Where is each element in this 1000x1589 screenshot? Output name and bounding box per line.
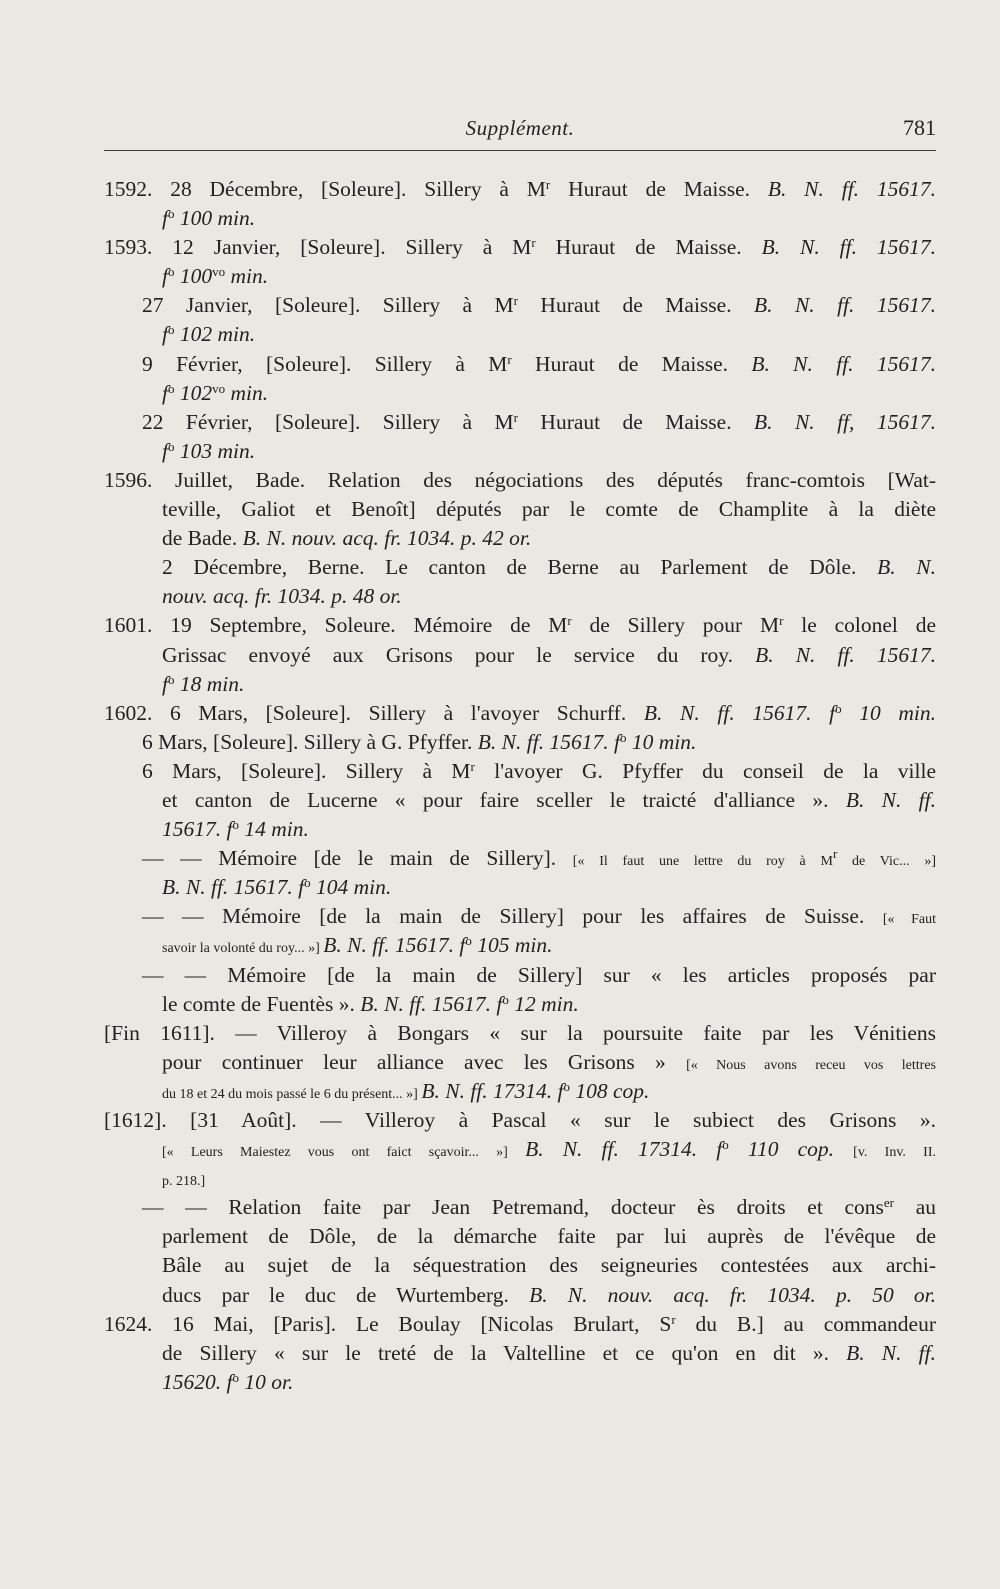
citation-text: 10 min.: [626, 729, 697, 754]
incipit-note: [« Il faut une lettre du roy à M: [572, 854, 833, 870]
text-line: [104, 437, 936, 466]
line-text: Huraut de Maisse.: [517, 293, 755, 318]
citation-text: B. N. ff. 15617. f: [360, 991, 503, 1016]
text-line: [104, 1193, 936, 1222]
citation-text: 14 min.: [238, 817, 309, 842]
line-text: 6 Mars, [Soleure]. Sillery à G. Pfyffer.: [142, 729, 478, 754]
citation-text: B. N. ff. 17314. f: [525, 1137, 723, 1162]
line-text: ducs par le duc de Wurtemberg.: [162, 1282, 530, 1307]
superscript: o: [167, 438, 175, 454]
text-line: [104, 699, 936, 728]
citation-text: B. N. ff.: [845, 787, 936, 812]
line-text: le comte de Fuentès ».: [162, 991, 361, 1016]
citation-text: B. N.: [877, 555, 936, 580]
line-text: Bâle au sujet de la séquestration des seigneuries contestées aux archi-: [162, 1253, 936, 1278]
superscript: o: [835, 700, 842, 716]
citation-text: 100: [174, 264, 213, 289]
incipit-note: savoir la volonté du roy... »]: [162, 941, 324, 957]
document-body: [104, 175, 936, 1397]
text-line: [104, 728, 936, 757]
citation-text: 110 cop.: [728, 1137, 854, 1162]
line-text: teville, Galiot et Benoît] députés par le comte de Champlite à la diète: [162, 497, 936, 522]
text-line: [104, 1164, 936, 1193]
incipit-note: [« Leurs Maiestez vous ont faict sçavoir... »]: [162, 1145, 526, 1161]
line-text: de Sillery pour M: [571, 613, 780, 638]
citation-text: 15620. f: [162, 1369, 233, 1394]
text-line: [104, 1135, 936, 1164]
line-text: l'avoyer G. Pfyffer du conseil de la ville: [474, 758, 936, 783]
line-text: de Sillery « sur le treté de la Valtelline et ce qu'on en dit ».: [162, 1340, 847, 1365]
incipit-note: [« Nous avons receu vos lettres: [686, 1057, 936, 1073]
incipit-note: p. 218.]: [162, 1174, 206, 1190]
text-line: [104, 233, 936, 262]
line-text: Huraut de Maisse.: [535, 235, 762, 260]
superscript: r: [779, 613, 784, 629]
superscript: o: [232, 1369, 239, 1385]
text-line: [104, 553, 936, 582]
citation-text: B. N. ff. 15617.: [754, 293, 936, 318]
running-title: Supplément.: [465, 116, 575, 140]
line-text: 9 Février, [Soleure]. Sillery à M: [142, 351, 508, 376]
text-line: [104, 1077, 936, 1106]
line-text: 1601. 19 Septembre, Soleure. Mémoire de M: [104, 613, 568, 638]
citation-text: B. N. ff. 15617. f: [323, 933, 466, 958]
text-line: [104, 844, 936, 873]
superscript: o: [167, 380, 175, 396]
line-text: 1624. 16 Mai, [Paris]. Le Boulay [Nicolas Brulart, S: [104, 1311, 672, 1336]
line-text: — — Relation faite par Jean Petremand, docteur ès droits et cons: [142, 1195, 884, 1220]
superscript: o: [722, 1137, 729, 1153]
header-rule: [104, 150, 936, 151]
text-line: [104, 641, 936, 670]
line-text: [1612]. [31 Août]. — Villeroy à Pascal « sur le subiect des Grisons ».: [104, 1108, 936, 1132]
citation-text: 100 min.: [174, 206, 256, 231]
text-line: [104, 1106, 936, 1135]
citation-text: B. N. ff. 15617.: [755, 642, 936, 667]
citation-text: B. N. nouv. acq. fr. 1034. p. 50 or.: [529, 1282, 936, 1307]
line-text: de Bade.: [162, 526, 243, 551]
text-line: [104, 1251, 936, 1280]
superscript: r: [671, 1311, 676, 1327]
line-text: 1592. 28 Décembre, [Soleure]. Sillery à M: [104, 177, 546, 201]
text-line: [104, 873, 936, 902]
citation-text: B. N. ff. 15617.: [767, 177, 936, 201]
citation-text: min.: [225, 380, 269, 405]
line-text: pour continuer leur alliance avec les Grisons »: [162, 1049, 687, 1074]
line-text: 27 Janvier, [Soleure]. Sillery à M: [142, 293, 514, 318]
line-text: du B.] au commandeur: [675, 1311, 936, 1336]
line-text: 6 Mars, [Soleure]. Sillery à M: [142, 758, 471, 783]
line-text: Huraut de Maisse.: [517, 409, 755, 434]
superscript: o: [167, 264, 175, 280]
superscript: r: [531, 235, 536, 251]
text-line: [104, 379, 936, 408]
line-text: Grissac envoyé aux Grisons pour le service du roy.: [162, 642, 756, 667]
line-text: 1593. 12 Janvier, [Soleure]. Sillery à M: [104, 235, 532, 260]
incipit-note: [« Faut: [882, 912, 936, 928]
text-line: [104, 524, 936, 553]
text-line: [104, 1048, 936, 1077]
text-line: [104, 350, 936, 379]
text-line: [104, 961, 936, 990]
citation-text: 104 min.: [310, 875, 392, 900]
line-text: Huraut de Maisse.: [550, 177, 768, 201]
superscript: o: [167, 322, 175, 338]
citation-text: B. N. ff. 17314. f: [421, 1078, 564, 1103]
line-text: Huraut de Maisse.: [511, 351, 752, 376]
line-text: 22 Février, [Soleure]. Sillery à M: [142, 409, 514, 434]
citation-text: B. N. ff. 15617. f: [643, 700, 836, 725]
text-line: [104, 495, 936, 524]
citation-text: f: [162, 322, 168, 347]
superscript: o: [304, 875, 311, 891]
text-line: [104, 175, 936, 204]
text-line: [104, 582, 936, 611]
text-line: [104, 815, 936, 844]
citation-text: B. N. ff. 15617.: [761, 235, 936, 260]
text-line: [104, 1019, 936, 1048]
superscript: vo: [212, 380, 226, 396]
line-text: parlement de Dôle, de la démarche faite par lui auprès de l'évêque de: [162, 1224, 936, 1249]
superscript: vo: [212, 264, 226, 280]
line-text: 2 Décembre, Berne. Le canton de Berne au Parlement de Dôle.: [162, 555, 878, 580]
text-line: [104, 757, 936, 786]
page-number: 781: [903, 115, 936, 140]
citation-text: 12 min.: [508, 991, 579, 1016]
citation-text: min.: [225, 264, 269, 289]
text-line: [104, 1339, 936, 1368]
superscript: r: [567, 613, 572, 629]
text-line: [104, 611, 936, 640]
citation-text: nouv. acq. fr. 1034. p. 48 or.: [162, 584, 402, 609]
superscript: r: [832, 846, 838, 862]
line-text: au: [894, 1195, 936, 1220]
superscript: o: [465, 933, 472, 949]
text-line: [104, 262, 936, 291]
citation-text: 102 min.: [174, 322, 256, 347]
text-line: [104, 1281, 936, 1310]
text-line: [104, 466, 936, 495]
citation-text: 102: [174, 380, 213, 405]
superscript: o: [502, 991, 509, 1007]
superscript: r: [545, 177, 551, 192]
citation-text: 15617. f: [162, 817, 233, 842]
line-text: — — Mémoire [de la main de Sillery] pour les affaires de Suisse.: [142, 904, 883, 929]
line-text: 1596. Juillet, Bade. Relation des négociations des députés franc-comtois [Wat-: [104, 467, 936, 492]
citation-text: 105 min.: [471, 933, 553, 958]
incipit-note: de Vic... »]: [837, 854, 936, 870]
citation-text: f: [162, 380, 168, 405]
superscript: r: [507, 351, 512, 367]
text-line: [104, 670, 936, 699]
text-line: [104, 786, 936, 815]
line-text: — — Mémoire [de la main de Sillery] sur « les articles proposés par: [142, 962, 936, 987]
text-line: [104, 1310, 936, 1339]
text-line: [104, 204, 936, 233]
text-line: [104, 1368, 936, 1397]
citation-text: f: [162, 438, 168, 463]
running-header: [104, 116, 936, 146]
citation-text: 108 cop.: [570, 1078, 650, 1103]
citation-text: B. N. ff, 15617.: [754, 409, 936, 434]
superscript: er: [883, 1195, 895, 1211]
text-line: [104, 902, 936, 931]
citation-text: f: [162, 264, 168, 289]
citation-text: f: [162, 206, 168, 231]
text-line: [104, 408, 936, 437]
citation-text: 18 min.: [174, 671, 245, 696]
superscript: o: [563, 1078, 571, 1094]
citation-text: 10 min.: [841, 700, 936, 725]
incipit-note: [v. Inv. II.: [853, 1145, 936, 1161]
text-line: [104, 1222, 936, 1251]
text-line: [104, 320, 936, 349]
citation-text: f: [162, 671, 168, 696]
text-line: [104, 990, 936, 1019]
superscript: o: [167, 671, 175, 687]
incipit-note: du 18 et 24 du mois passé le 6 du présent... »]: [162, 1086, 422, 1102]
superscript: o: [619, 729, 627, 745]
superscript: o: [232, 817, 239, 833]
superscript: o: [167, 206, 175, 222]
citation-text: B. N. ff. 15617.: [751, 351, 936, 376]
line-text: — — Mémoire [de le main de Sillery].: [142, 846, 573, 871]
citation-text: 10 or.: [238, 1369, 294, 1394]
text-line: [104, 291, 936, 320]
text-line: [104, 931, 936, 960]
citation-text: B. N. ff.: [846, 1340, 936, 1365]
line-text: [Fin 1611]. — Villeroy à Bongars « sur la poursuite faite par les Vénitiens: [104, 1020, 936, 1045]
line-text: 1602. 6 Mars, [Soleure]. Sillery à l'avoyer Schurff.: [104, 700, 644, 725]
citation-text: B. N. ff. 15617. f: [477, 729, 620, 754]
citation-text: B. N. ff. 15617. f: [162, 875, 305, 900]
superscript: r: [470, 758, 475, 774]
superscript: r: [513, 293, 518, 309]
citation-text: B. N. nouv. acq. fr. 1034. p. 42 or.: [242, 526, 532, 551]
superscript: r: [513, 409, 518, 425]
line-text: et canton de Lucerne « pour faire sceller le traicté d'alliance ».: [162, 787, 846, 812]
citation-text: 103 min.: [174, 438, 256, 463]
line-text: le colonel de: [783, 613, 936, 638]
